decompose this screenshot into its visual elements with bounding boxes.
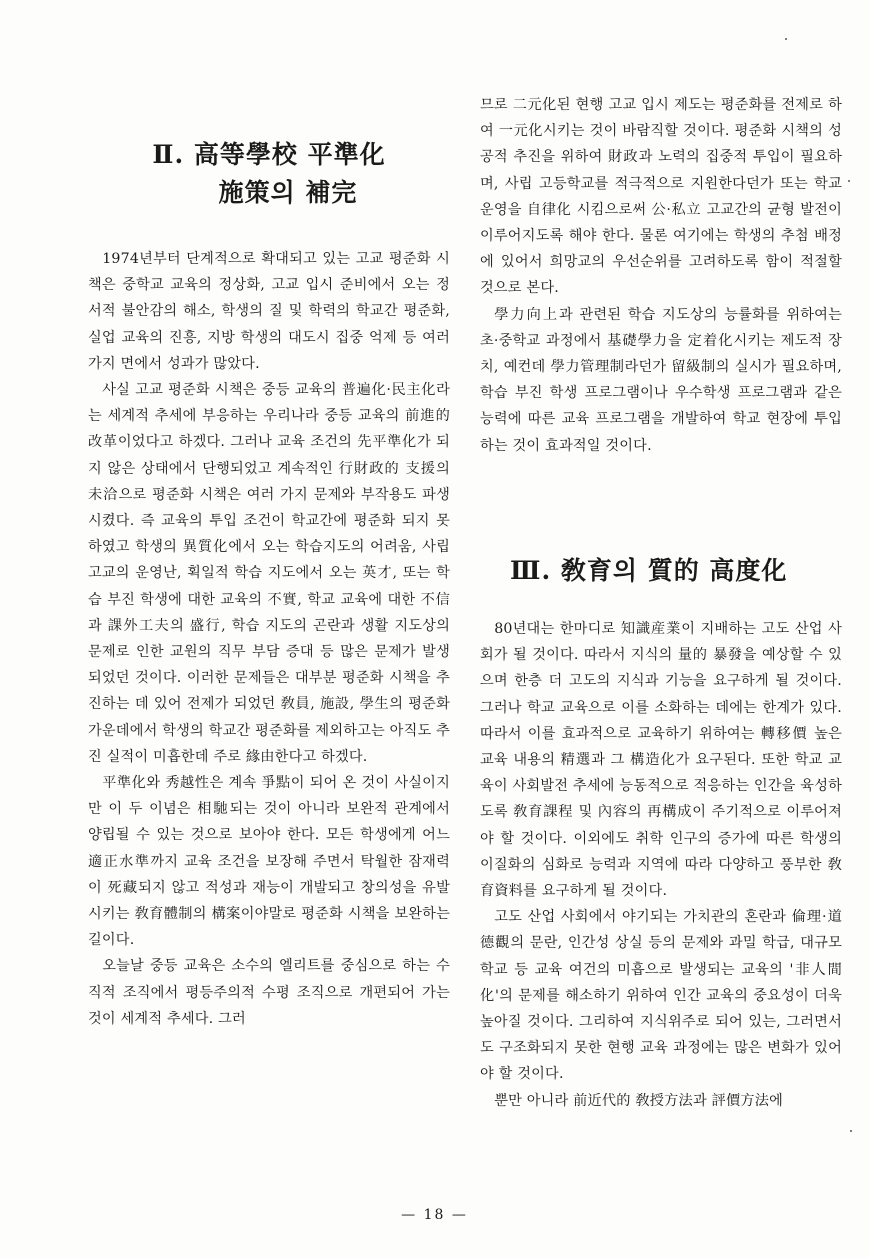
section-2-paragraph-4: 오늘날 중등 교육은 소수의 엘리트를 중심으로 하는 수직적 조직에서 평등주의적 수평 조직으로 개편되어 가는 것이 세계적 추세다. 그러 <box>88 958 450 1027</box>
section-2-paragraph-4-continued: 므로 二元化된 현행 고교 입시 제도는 평준화를 전제로 하여 一元化시키는 것이 바람직할 것이다. 평준화 시책의 성공적 추진을 위하여 財政과 노력의 집중적 투입이 필요하며, 사립 고등학교를 적극적으로 지원한다던가 또는 학교 운영을 自律化 시킴으로써 公·私立 고교간의 균형 발전이 이루어지도록 해야 한다. 물론 여기에는 학생의 추첨 배정에 있어서 희망교의 우선순위를 고려하도록 함이 적절할 것으로 본다. <box>480 97 842 297</box>
page-number: — 18 — <box>401 1207 468 1223</box>
section-2-paragraph-2: 사실 고교 평준화 시책은 중등 교육의 普遍化·民主化라는 세계적 추세에 부응하는 우리나라 중등 교육의 前進的 改革이었다고 하겠다. 그러나 교육 조건의 先平準化가 되지 않은 상태에서 단행되었고 계속적인 行財政的 支援의 未洽으로 평준화 시책은 여러 가지 문제와 부작용도 파생시켰다. 즉 교육의 투입 조건이 학교간에 평준화 되지 못하였고 학생의 異質化에서 오는 학습지도의 어려움, 사립 고교의 운영난, 획일적 학습 지도에서 오는 英才, 또는 학습 부진 학생에 대한 교육의 不實, 학교 교육에 대한 不信과 課外工夫의 盛行, 학습 지도의 곤란과 생활 지도상의 문제로 인한 교원의 직무 부담 증대 등 많은 문제가 발생되었던 것이다. 이러한 문제들은 대부분 평준화 시책을 추진하는 데 있어 전제가 되었던 敎員, 施設, 學生의 평준화 가운데에서 학생의 학교간 평준화를 제외하고는 아직도 추진 실적이 미흡한데 주로 緣由한다고 하겠다. <box>88 382 450 765</box>
right-column <box>480 92 842 459</box>
section-3-paragraph-2: 고도 산업 사회에서 야기되는 가치관의 혼란과 倫理·道德觀의 문란, 인간성 상실 등의 문제와 과밀 학급, 대규모 학교 등 교육 여건의 미흡으로 발생되는 교육의 '非人間化'의 문제를 해소하기 위하여 인간 교육의 중요성이 더욱 높아질 것이다. 그리하여 지식위주로 되어 있는, 그러면서도 구조화되지 못한 현행 교육 과정에는 많은 변화가 있어야 할 것이다. <box>480 909 842 1083</box>
section-2-title-line2: 施策의 補完 <box>218 178 358 207</box>
scan-speck <box>848 180 850 182</box>
section-2-title-line1: Ⅱ. 高等學校 平準化 <box>152 140 386 169</box>
section-3-paragraph-3: 뿐만 아니라 前近代的 敎授方法과 評價方法에 <box>494 1092 784 1109</box>
section-3-paragraph-1: 80년대는 한마디로 知識産業이 지배하는 고도 산업 사회가 될 것이다. 따라서 지식의 量的 暴發을 예상할 수 있으며 한층 더 고도의 지식과 기능을 요구하게 될 것이다. 그러나 학교 교육으로 이를 소화하는 데에는 한계가 있다. 따라서 이를 효과적으로 교육하기 위하여는 轉移價 높은 교육 내용의 精選과 그 構造化가 요구된다. 또한 학교 교육이 사회발전 추세에 능동적으로 적응하는 인간을 육성하도록 敎育課程 및 內容의 再構成이 주기적으로 이루어져야 할 것이다. 이외에도 취학 인구의 증가에 따른 학생의 이질화의 심화로 능력과 지역에 따라 다양하고 풍부한 敎育資料를 요구하게 될 것이다. <box>480 621 842 900</box>
left-column <box>88 0 450 1032</box>
section-3-heading: Ⅲ. 敎育의 質的 高度化 <box>510 556 788 585</box>
scan-speck <box>850 1130 852 1132</box>
section-2-heading <box>88 136 450 212</box>
section-3-body <box>480 616 842 1114</box>
scan-speck <box>785 38 787 40</box>
section-2-paragraph-5: 學力向上과 관련된 학습 지도상의 능률화를 위하여는 초·중학교 과정에서 基礎學力을 定着化시키는 제도적 장치, 예컨데 學力管理制라던가 留級制의 실시가 필요하며, 학습 부진 학생 프로그램이나 우수학생 프로그램과 같은 능력에 따른 교육 프로그램을 개발하여 학교 현장에 투입하는 것이 효과적일 것이다. <box>480 306 842 454</box>
section-2-paragraph-1: 1974년부터 단계적으로 확대되고 있는 고교 평준화 시책은 중학교 교육의 정상화, 고교 입시 준비에서 오는 정서적 불안감의 해소, 학생의 질 및 학력의 학교간 평준화, 실업 교육의 진흥, 지방 학생의 대도시 집중 억제 등 여러 가지 면에서 성과가 많았다. <box>88 251 450 372</box>
section-2-paragraph-3: 平準化와 秀越性은 계속 爭點이 되어 온 것이 사실이지만 이 두 이념은 相馳되는 것이 아니라 보완적 관계에서 양립될 수 있는 것으로 보아야 한다. 모든 학생에게 어느 適正水準까지 교육 조건을 보장해 주면서 탁월한 잠재력이 死藏되지 않고 적성과 재능이 개발되고 창의성을 유발시키는 敎育體制의 構案이야말로 평준화 시책을 보완하는 길이다. <box>88 775 450 949</box>
